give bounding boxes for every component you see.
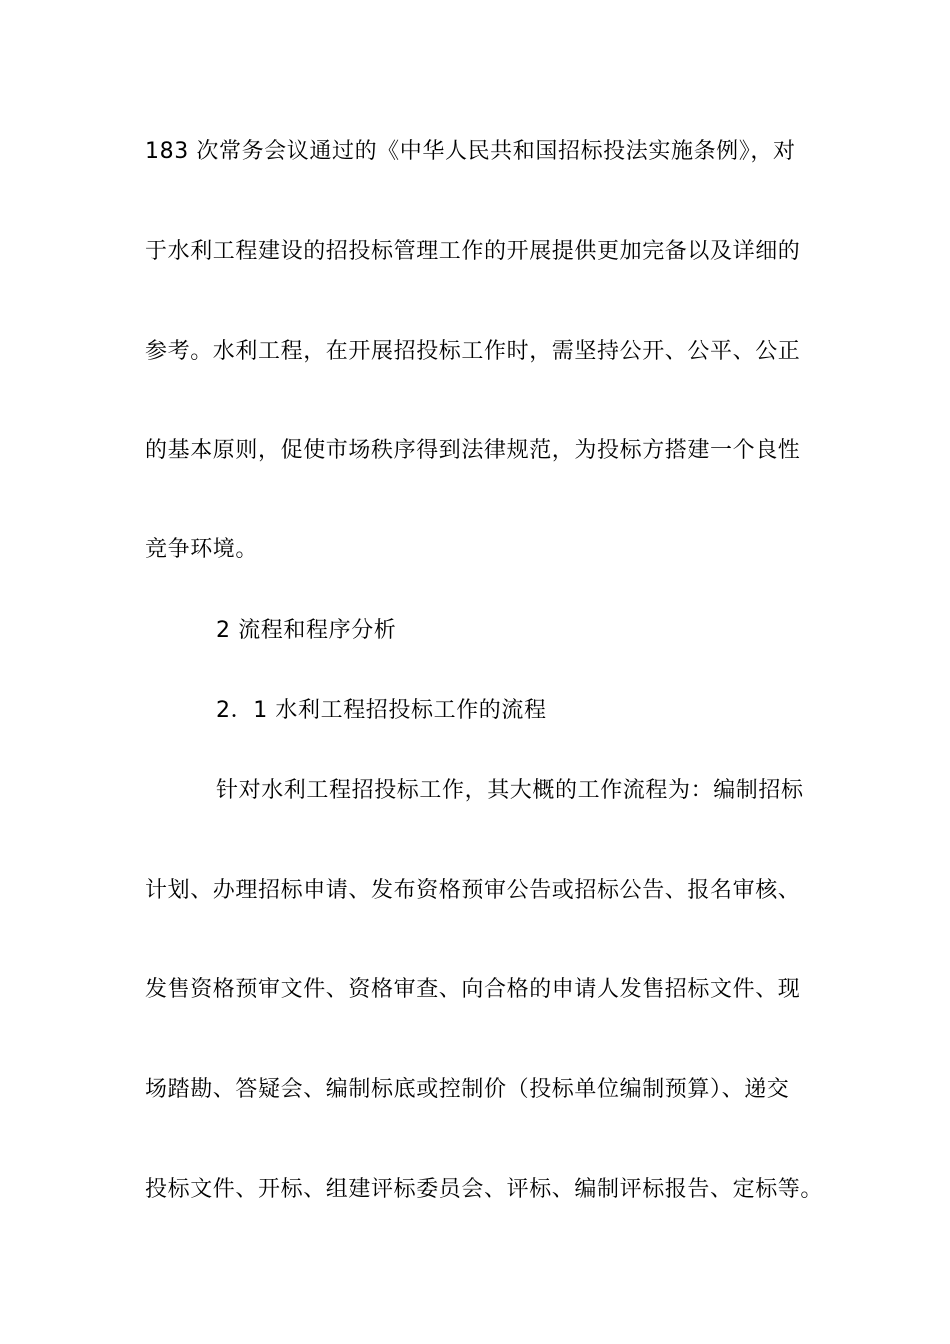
paragraph-1-line-3: 参考。水利工程，在开展招投标工作时，需坚持公开、公平、公正 [145,339,801,364]
paragraph-2-line-3: 发售资格预审文件、资格审查、向合格的申请人发售招标文件、现 [145,977,801,1002]
paragraph-1-line-1: 183 次常务会议通过的《中华人民共和国招标投法实施条例》，对 [145,139,796,164]
paragraph-1-line-2: 于水利工程建设的招投标管理工作的开展提供更加完备以及详细的 [145,239,801,264]
paragraph-2-line-5: 投标文件、开标、组建评标委员会、评标、编制评标报告、定标等。 [145,1177,824,1202]
paragraph-2-line-4: 场踏勘、答疑会、编制标底或控制价（投标单位编制预算）、递交 [145,1077,790,1102]
section-heading: 2 流程和程序分析 [216,618,397,643]
subsection-heading: 2．1 水利工程招投标工作的流程 [216,698,547,723]
paragraph-2-line-1: 针对水利工程招投标工作，其大概的工作流程为：编制招标 [216,778,804,803]
paragraph-2-line-2: 计划、办理招标申请、发布资格预审公告或招标公告、报名审核、 [145,878,801,903]
paragraph-1-line-4: 的基本原则，促使市场秩序得到法律规范，为投标方搭建一个良性 [145,438,801,463]
paragraph-1-line-5: 竞争环境。 [145,537,259,562]
